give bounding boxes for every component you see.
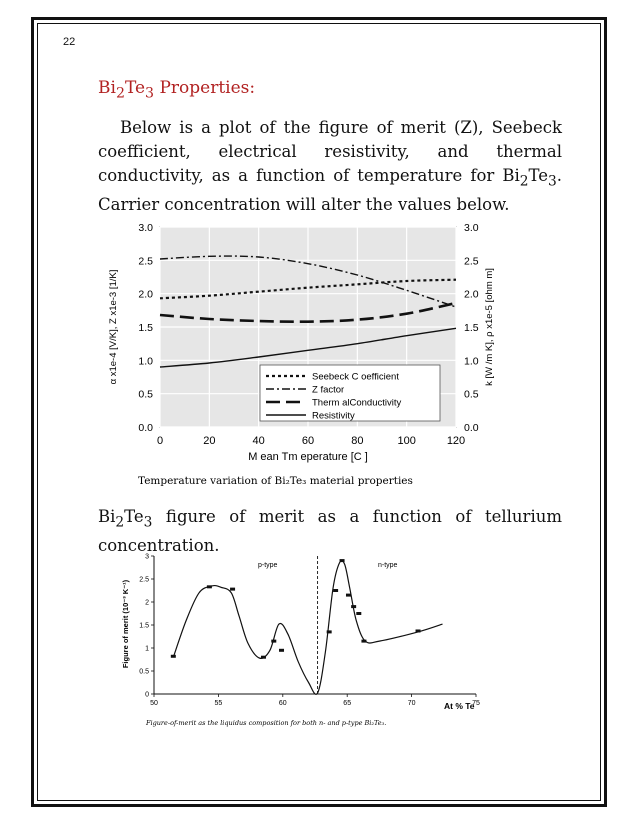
para2-text-c: figure of merit as a function of tellurium concentration.: [98, 507, 562, 556]
y-tick-label-right: 0.5: [464, 388, 479, 401]
para1-text-c: . Carrier concentration will alter the values below.: [98, 166, 562, 215]
y-ticks-right: [464, 222, 479, 434]
data-point: [271, 640, 276, 643]
legend-label: Resistivity: [312, 410, 355, 422]
heading-text-te: Te: [124, 78, 146, 98]
heading-sub-3: 3: [145, 85, 155, 102]
x-tick-label: 40: [252, 435, 265, 447]
data-points: [171, 559, 421, 659]
data-point: [279, 649, 284, 652]
x-tick-label: 0: [156, 435, 164, 447]
x-tick-label: 70: [407, 700, 416, 707]
y-tick-label-left: 3.0: [138, 222, 153, 234]
y-axis-label: Figure of merit (10⁻³ K⁻¹): [121, 579, 130, 669]
y-tick-label-left: 2.5: [138, 255, 153, 268]
figure-caption-2: Figure-of-merit as the liquidus composition for both n- and p-type Bi₂Te₃.: [146, 719, 387, 727]
data-point: [261, 656, 266, 659]
y-tick-label-right: 3.0: [464, 222, 479, 234]
x-tick-label: 50: [150, 700, 158, 707]
heading-text-end: Properties:: [154, 78, 256, 98]
legend-label: Therm alConductivity: [312, 397, 402, 409]
data-point: [340, 559, 345, 562]
y-tick-label: 1.5: [139, 622, 149, 630]
page-number: 22: [63, 36, 76, 48]
region-label-p-type: p-type: [258, 562, 278, 569]
data-point: [207, 585, 212, 588]
y-tick-label-right: 1.5: [464, 322, 479, 334]
x-ticks: [150, 694, 480, 707]
y-tick-label-left: 2.0: [138, 288, 153, 301]
x-tick-label: 75: [472, 700, 480, 707]
x-tick-label: 20: [203, 435, 216, 447]
para2-text-b: Te: [124, 507, 144, 526]
y-tick-label-right: 1.0: [464, 355, 479, 368]
data-point: [333, 589, 338, 592]
y-axis-label-left: α x1e-4 [V/K], Z x1e-3 [1/K]: [108, 269, 119, 385]
x-axis-label: At % Te: [444, 701, 475, 711]
y-axis-label-right: k [W /m K], ρ x1e-5 [ohm m]: [484, 268, 495, 386]
merit-curve: [173, 560, 442, 694]
y-ticks: [139, 554, 154, 699]
data-point: [351, 605, 356, 608]
region-label-n-type: n-type: [378, 562, 398, 569]
data-point: [171, 655, 176, 658]
x-tick-label: 55: [214, 700, 223, 707]
x-tick-label: 100: [397, 435, 416, 447]
para1-sub-3: 3: [548, 173, 557, 190]
temperature-properties-chart: [100, 215, 508, 495]
y-tick-label-right: 2.5: [464, 255, 479, 268]
y-tick-label: 0: [145, 691, 149, 699]
y-tick-label-right: 0.0: [464, 422, 479, 434]
x-tick-label: 80: [351, 435, 364, 447]
x-axis-label: M ean Tm eperature [C ]: [248, 451, 368, 463]
y-tick-label-right: 2.0: [464, 288, 479, 301]
data-point: [416, 629, 421, 632]
intro-paragraph: [98, 116, 562, 217]
data-point: [327, 630, 332, 633]
figure-caption-1: Temperature variation of Bi₂Te₃ material properties: [138, 475, 413, 487]
x-tick-label: 60: [278, 700, 287, 707]
para2-sub-2: 2: [115, 514, 125, 531]
x-tick-label: 120: [446, 435, 466, 447]
para1-text-b: Te: [528, 166, 548, 185]
x-ticks: [157, 435, 465, 447]
data-point: [230, 588, 235, 591]
y-tick-label-left: 0.5: [138, 388, 153, 401]
legend-label: Seebeck C oefficient: [312, 371, 399, 383]
data-point: [361, 640, 366, 643]
para2-text-a: Bi: [98, 507, 116, 526]
para1-sub-2: 2: [519, 173, 529, 190]
merit-vs-tellurium-chart: [110, 548, 490, 748]
y-tick-label: 0.5: [139, 668, 149, 676]
heading-sub-2: 2: [115, 85, 125, 102]
y-tick-label-left: 1.0: [138, 355, 153, 368]
y-ticks-left: [138, 222, 153, 434]
y-tick-label-left: 1.5: [138, 322, 153, 334]
para2-sub-3: 3: [143, 514, 153, 531]
para1-text-a: Below is a plot of the figure of merit (Z), Seebeck coefficient, electrical resistivity, and thermal conductivity, as a function of temperature for Bi: [98, 118, 562, 185]
section-heading: [98, 78, 255, 101]
y-tick-label: 2: [145, 599, 149, 607]
y-tick-label-left: 0.0: [138, 422, 153, 434]
data-point: [356, 612, 361, 615]
y-tick-label: 3: [145, 553, 149, 561]
y-tick-label: 1: [145, 645, 149, 653]
x-tick-label: 60: [301, 435, 315, 447]
heading-text-bi: Bi: [98, 78, 116, 98]
y-tick-label: 2.5: [139, 576, 149, 584]
data-point: [346, 594, 351, 597]
x-tick-label: 65: [343, 700, 352, 707]
legend-label: Z factor: [312, 384, 345, 396]
